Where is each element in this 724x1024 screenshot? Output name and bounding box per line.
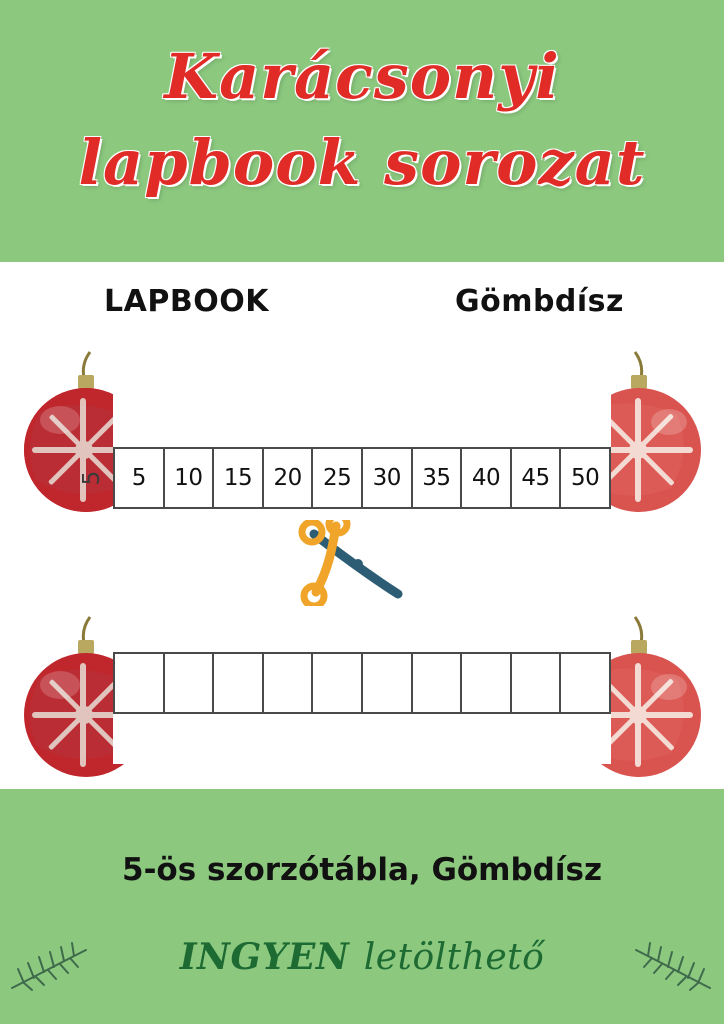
table-cell: 35 <box>413 449 463 507</box>
poster-title <box>0 34 724 206</box>
free-label: INGYEN <box>179 936 350 978</box>
labels-row <box>0 284 724 328</box>
pine-branch-icon <box>632 938 712 992</box>
table-cell: 20 <box>264 449 314 507</box>
number-row-bottom <box>113 652 611 714</box>
title-line-1: Karácsonyi <box>164 40 560 113</box>
table-cell: 30 <box>363 449 413 507</box>
pine-branch-icon <box>10 938 90 992</box>
number-row-top <box>113 447 611 509</box>
label-gombdisz: Gömbdísz <box>454 284 624 319</box>
table-cell: 5 <box>115 449 165 507</box>
table-cell <box>512 654 562 712</box>
table-cell <box>264 654 314 712</box>
bottom-green-band <box>0 789 724 1024</box>
title-line-2: lapbook sorozat <box>78 126 646 199</box>
downloadable-label: letölthető <box>363 937 545 978</box>
table-cell: 45 <box>512 449 562 507</box>
table-cell: 10 <box>165 449 215 507</box>
table-cell <box>214 654 264 712</box>
table-cell: 25 <box>313 449 363 507</box>
table-cell <box>313 654 363 712</box>
table-cell <box>462 654 512 712</box>
bottom-caption: 5-ös szorzótábla, Gömbdísz <box>122 852 602 888</box>
table-cell: 50 <box>571 465 600 491</box>
table-cell: 40 <box>462 449 512 507</box>
table-cell <box>115 654 165 712</box>
table-cell <box>363 654 413 712</box>
side-number: 5 <box>79 470 105 486</box>
table-cell: 15 <box>214 449 264 507</box>
free-download-line <box>0 936 724 978</box>
worksheet-area <box>0 262 724 789</box>
table-cell <box>413 654 463 712</box>
table-cell <box>561 654 609 712</box>
label-lapbook: LAPBOOK <box>104 284 269 319</box>
scissors-icon <box>292 520 422 606</box>
table-cell <box>165 654 215 712</box>
